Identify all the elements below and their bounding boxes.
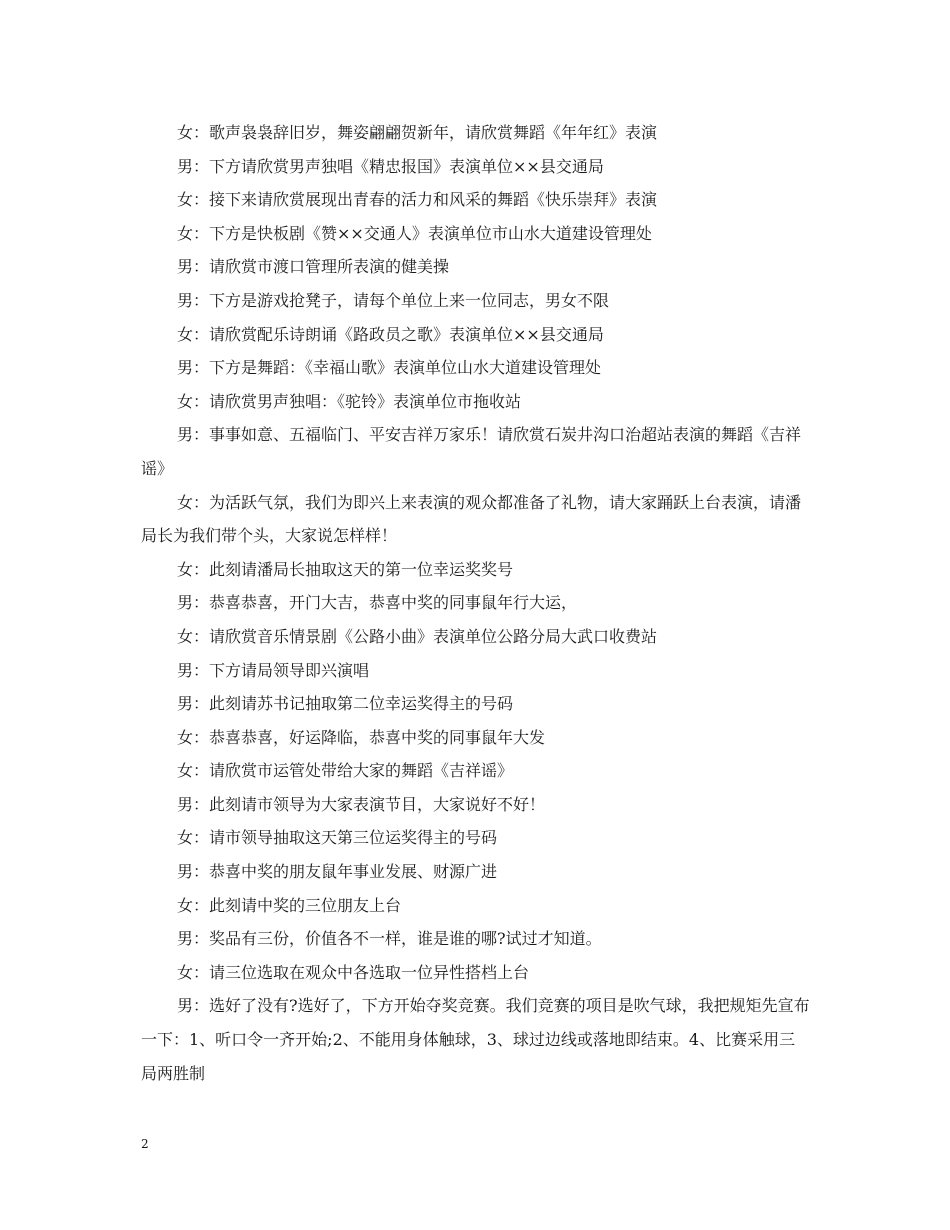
- paragraph: 女：下方是快板剧《赞××交通人》表演单位市山水大道建设管理处: [177, 223, 652, 243]
- paragraph: 女：请欣赏配乐诗朗诵《路政员之歌》表演单位××县交通局: [177, 324, 604, 344]
- paragraph: 女：恭喜恭喜，好运降临，恭喜中奖的同事鼠年大发: [177, 727, 546, 747]
- paragraph: 男：恭喜恭喜，开门大吉，恭喜中奖的同事鼠年行大运，: [177, 593, 578, 613]
- paragraph: 女：歌声袅袅辞旧岁，舞姿翩翩贺新年，请欣赏舞蹈《年年红》表演: [177, 123, 658, 142]
- paragraph: 男：选好了没有?选好了，下方开始夺奖竞赛。我们竞赛的项目是吹气球，我把规矩先宣布一下：1、听口令一齐开始;2、不能用身体触球，3、球过边线或落地即结束。4、比赛采用三局两胜制: [141, 996, 810, 1083]
- paragraph: 男：事事如意、五福临门、平安吉祥万家乐！请欣赏石炭井沟口治超站表演的舞蹈《吉祥谣》: [141, 425, 802, 478]
- paragraph: 男：下方请欣赏男声独唱《精忠报国》表演单位××县交通局: [177, 156, 604, 176]
- paragraph: 女：此刻请中奖的三位朋友上台: [177, 895, 402, 915]
- paragraph: 女：请欣赏音乐情景剧《公路小曲》表演单位公路分局大武口收费站: [177, 626, 658, 646]
- paragraph: 女：请欣赏市运管处带给大家的舞蹈《吉祥谣》: [177, 761, 514, 781]
- document-body: [141, 116, 811, 1090]
- paragraph: 男：此刻请苏书记抽取第二位幸运奖得主的号码: [177, 694, 514, 714]
- paragraph: 男：下方是游戏抢凳子，请每个单位上来一位同志，男女不限: [177, 290, 610, 310]
- paragraph: 男：下方是舞蹈：《幸福山歌》表演单位山水大道建设管理处: [177, 358, 602, 378]
- paragraph: 男：请欣赏市渡口管理所表演的健美操: [177, 257, 450, 277]
- paragraph: 男：此刻请市领导为大家表演节目，大家说好不好！: [177, 794, 546, 814]
- paragraph: 女：请市领导抽取这天第三位运奖得主的号码: [177, 828, 498, 848]
- paragraph: 男：下方请局领导即兴演唱: [177, 660, 370, 680]
- paragraph: 女：接下来请欣赏展现出青春的活力和风采的舞蹈《快乐崇拜》表演: [177, 190, 658, 210]
- paragraph: 男：恭喜中奖的朋友鼠年事业发展、财源广进: [177, 862, 498, 882]
- page-number: 2: [141, 1137, 149, 1151]
- paragraph: 女：请三位选取在观众中各选取一位异性搭档上台: [177, 962, 530, 982]
- paragraph: 男：奖品有三份，价值各不一样，谁是谁的哪?试过才知道。: [177, 929, 602, 949]
- paragraph: 女：请欣赏男声独唱：《驼铃》表演单位市拖收站: [177, 391, 522, 411]
- paragraph: 女：为活跃气氛，我们为即兴上来表演的观众都准备了礼物，请大家踊跃上台表演，请潘局长为我们带个头，大家说怎样样！: [141, 492, 802, 546]
- paragraph: 女：此刻请潘局长抽取这天的第一位幸运奖奖号: [177, 559, 514, 579]
